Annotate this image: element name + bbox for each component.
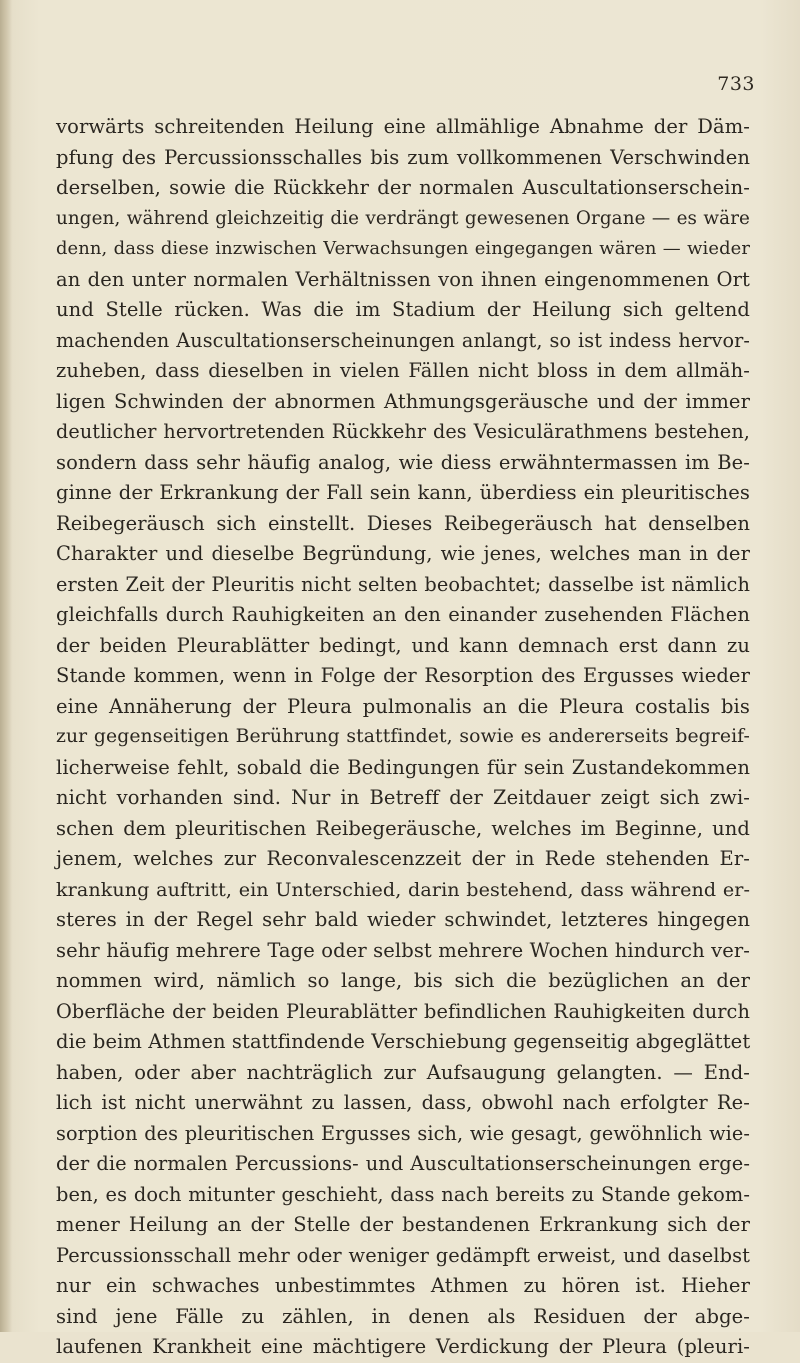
text-line: sind jene Fälle zu zählen, in denen als Residuen der abge- [56, 1304, 750, 1328]
text-line: ben, es doch mitunter geschieht, dass nach bereits zu Stande gekom- [56, 1182, 750, 1206]
text-line: nommen wird, nämlich so lange, bis sich die bezüglichen an der [56, 969, 750, 992]
text-line: krankung auftritt, ein Unterschied, darin bestehend, dass während er- [56, 877, 750, 901]
text-line: mener Heilung an der Stelle der bestandenen Erkrankung sich der [56, 1213, 750, 1236]
text-line: ligen Schwinden der abnormen Athmungsgeräusche und der immer [56, 389, 750, 413]
text-line: lich ist nicht unerwähnt zu lassen, dass, obwohl nach erfolgter Re- [56, 1091, 750, 1114]
text-line: Oberfläche der beiden Pleurablätter befindlichen Rauhigkeiten durch [56, 999, 750, 1023]
text-line: deutlicher hervortretenden Rückkehr des Vesiculärathmens bestehen, [56, 420, 750, 443]
text-line: vorwärts schreitenden Heilung eine allmählige Abnahme der Däm- [56, 115, 750, 138]
text-line: sondern dass sehr häufig analog, wie diess erwähntermassen im Be- [56, 450, 750, 474]
text-line: nicht vorhanden sind. Nur in Betreff der Zeitdauer zeigt sich zwi- [56, 786, 750, 809]
body-text [56, 112, 750, 1363]
text-line: derselben, sowie die Rückkehr der normalen Auscultationserschein- [56, 176, 750, 199]
binding-edge [0, 0, 12, 1332]
text-line: ersten Zeit der Pleuritis nicht selten beobachtet; dasselbe ist nämlich [56, 572, 750, 596]
text-line: sorption des pleuritischen Ergusses sich, wie gesagt, gewöhnlich wie- [56, 1121, 750, 1145]
page-number: 733 [717, 73, 755, 95]
text-line: zur gegenseitigen Berührung stattfindet, sowie es andererseits begreif- [56, 726, 750, 747]
text-line: Charakter und dieselbe Begründung, wie jenes, welches man in der [56, 542, 750, 565]
text-line: ungen, während gleichzeitig die verdrängt gewesenen Organe — es wäre [56, 207, 750, 229]
text-line: Stande kommen, wenn in Folge der Resorption des Ergusses wieder [56, 664, 750, 687]
text-line: der beiden Pleurablätter bedingt, und kann demnach erst dann zu [56, 633, 750, 657]
text-line: der die normalen Percussions- und Auscultationserscheinungen erge- [56, 1152, 750, 1175]
text-line: licherweise fehlt, sobald die Bedingungen für sein Zustandekommen [56, 755, 750, 779]
text-line: zuheben, dass dieselben in vielen Fällen nicht bloss in dem allmäh- [56, 359, 750, 382]
text-line: pfung des Percussionsschalles bis zum vollkommenen Verschwinden [56, 145, 750, 169]
text-line: an den unter normalen Verhältnissen von ihnen eingenommenen Ort [56, 267, 750, 291]
text-line: die beim Athmen stattfindende Verschiebung gegenseitig abgeglättet [56, 1030, 751, 1053]
text-line: jenem, welches zur Reconvalescenzzeit der in Rede stehenden Er- [56, 847, 750, 870]
text-line: Reibegeräusch sich einstellt. Dieses Reibegeräusch hat denselben [56, 511, 750, 535]
text-line: und Stelle rücken. Was die im Stadium der Heilung sich geltend [56, 298, 750, 321]
text-line: laufenen Krankheit eine mächtigere Verdickung der Pleura (pleuri- [56, 1335, 750, 1358]
text-line: schen dem pleuritischen Reibegeräusche, welches im Beginne, und [56, 816, 750, 840]
text-line: haben, oder aber nachträglich zur Aufsaugung gelangten. — End- [56, 1060, 750, 1084]
text-line: Percussionsschall mehr oder weniger gedämpft erweist, und daselbst [56, 1243, 750, 1267]
text-line: eine Annäherung der Pleura pulmonalis an die Pleura costalis bis [56, 694, 750, 718]
text-line: gleichfalls durch Rauhigkeiten an den einander zusehenden Flächen [56, 603, 750, 626]
text-line: nur ein schwaches unbestimmtes Athmen zu hören ist. Hieher [56, 1274, 750, 1297]
text-line: steres in der Regel sehr bald wieder schwindet, letzteres hingegen [56, 908, 750, 931]
text-line: machenden Auscultationserscheinungen anlangt, so ist indess hervor- [56, 328, 750, 352]
text-line: denn, dass diese inzwischen Verwachsungen eingegangen wären — wieder [56, 238, 750, 259]
text-line: sehr häufig mehrere Tage oder selbst mehrere Wochen hindurch ver- [56, 938, 750, 962]
text-line: ginne der Erkrankung der Fall sein kann, überdiess ein pleuritisches [56, 481, 750, 504]
